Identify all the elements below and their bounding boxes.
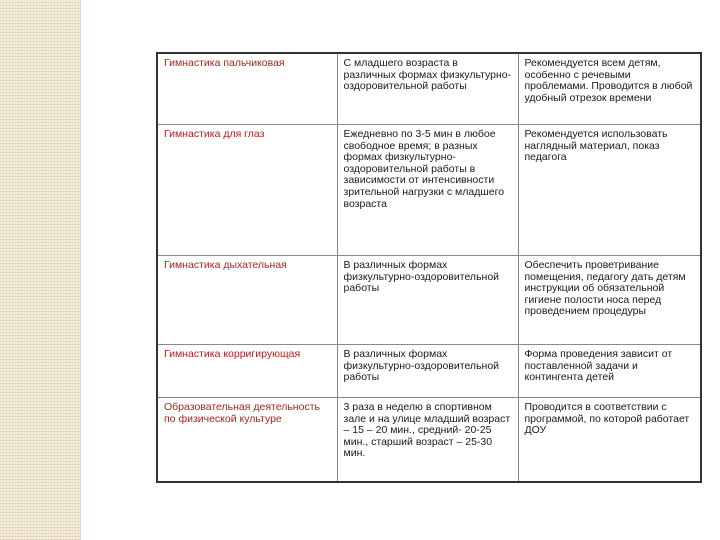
notes-text: Рекомендуется всем детям, особенно с речевыми проблемами. Проводится в любой удобный отрезок времени bbox=[524, 57, 693, 104]
table-row bbox=[157, 53, 701, 125]
timing-text: В различных формах физкультурно-оздоровительной работы bbox=[343, 348, 500, 384]
activity-name: Гимнастика дыхательная bbox=[164, 259, 287, 271]
activity-cell bbox=[157, 256, 337, 345]
activity-cell bbox=[157, 398, 337, 483]
timing-cell bbox=[337, 125, 518, 256]
notes-text: Форма проведения зависит от поставленной задачи и контингента детей bbox=[524, 348, 673, 384]
notes-cell bbox=[518, 256, 701, 345]
notes-text: Проводится в соответствии с программой, по которой работает ДОУ bbox=[524, 401, 690, 437]
notes-cell bbox=[518, 53, 701, 125]
notes-cell bbox=[518, 345, 701, 398]
timing-text: 3 раза в неделю в спортивном зале и на улице младший возраст – 15 – 20 мин., средний- 20-25 мин., старший возраст – 25-30 мин. bbox=[343, 401, 511, 460]
timing-text: С младшего возраста в различных формах физкультурно-оздоровительной работы bbox=[343, 57, 512, 93]
table-row bbox=[157, 125, 701, 256]
timing-text: Ежедневно по 3-5 мин в любое свободное время; в разных формах физкультурно-оздоровительной работы в зависимости от интенсивности зрительной нагрузки с младшего возраста bbox=[343, 128, 505, 210]
activity-cell bbox=[157, 125, 337, 256]
table-row bbox=[157, 398, 701, 483]
timing-cell bbox=[337, 345, 518, 398]
table-row bbox=[157, 345, 701, 398]
activity-cell bbox=[157, 53, 337, 125]
activity-name: Образовательная деятельность по физической культуре bbox=[164, 401, 320, 425]
decorative-side-strip bbox=[0, 0, 80, 540]
table-row bbox=[157, 256, 701, 345]
notes-text: Обеспечить проветривание помещения, педагогу дать детям инструкции об обязательной гигиене полости носа перед проведением процедуры bbox=[524, 259, 686, 318]
activity-name: Гимнастика корригирующая bbox=[164, 348, 301, 360]
timing-text: В различных формах физкультурно-оздоровительной работы bbox=[343, 259, 500, 295]
activity-name: Гимнастика пальчиковая bbox=[164, 57, 285, 69]
activity-cell bbox=[157, 345, 337, 398]
notes-cell bbox=[518, 398, 701, 483]
activity-name: Гимнастика для глаз bbox=[164, 128, 265, 140]
notes-text: Рекомендуется использовать наглядный материал, показ педагога bbox=[524, 128, 668, 164]
side-strip-divider bbox=[80, 0, 81, 540]
notes-cell bbox=[518, 125, 701, 256]
timing-cell bbox=[337, 53, 518, 125]
timing-cell bbox=[337, 398, 518, 483]
timing-cell bbox=[337, 256, 518, 345]
health-activities-table bbox=[156, 52, 702, 483]
